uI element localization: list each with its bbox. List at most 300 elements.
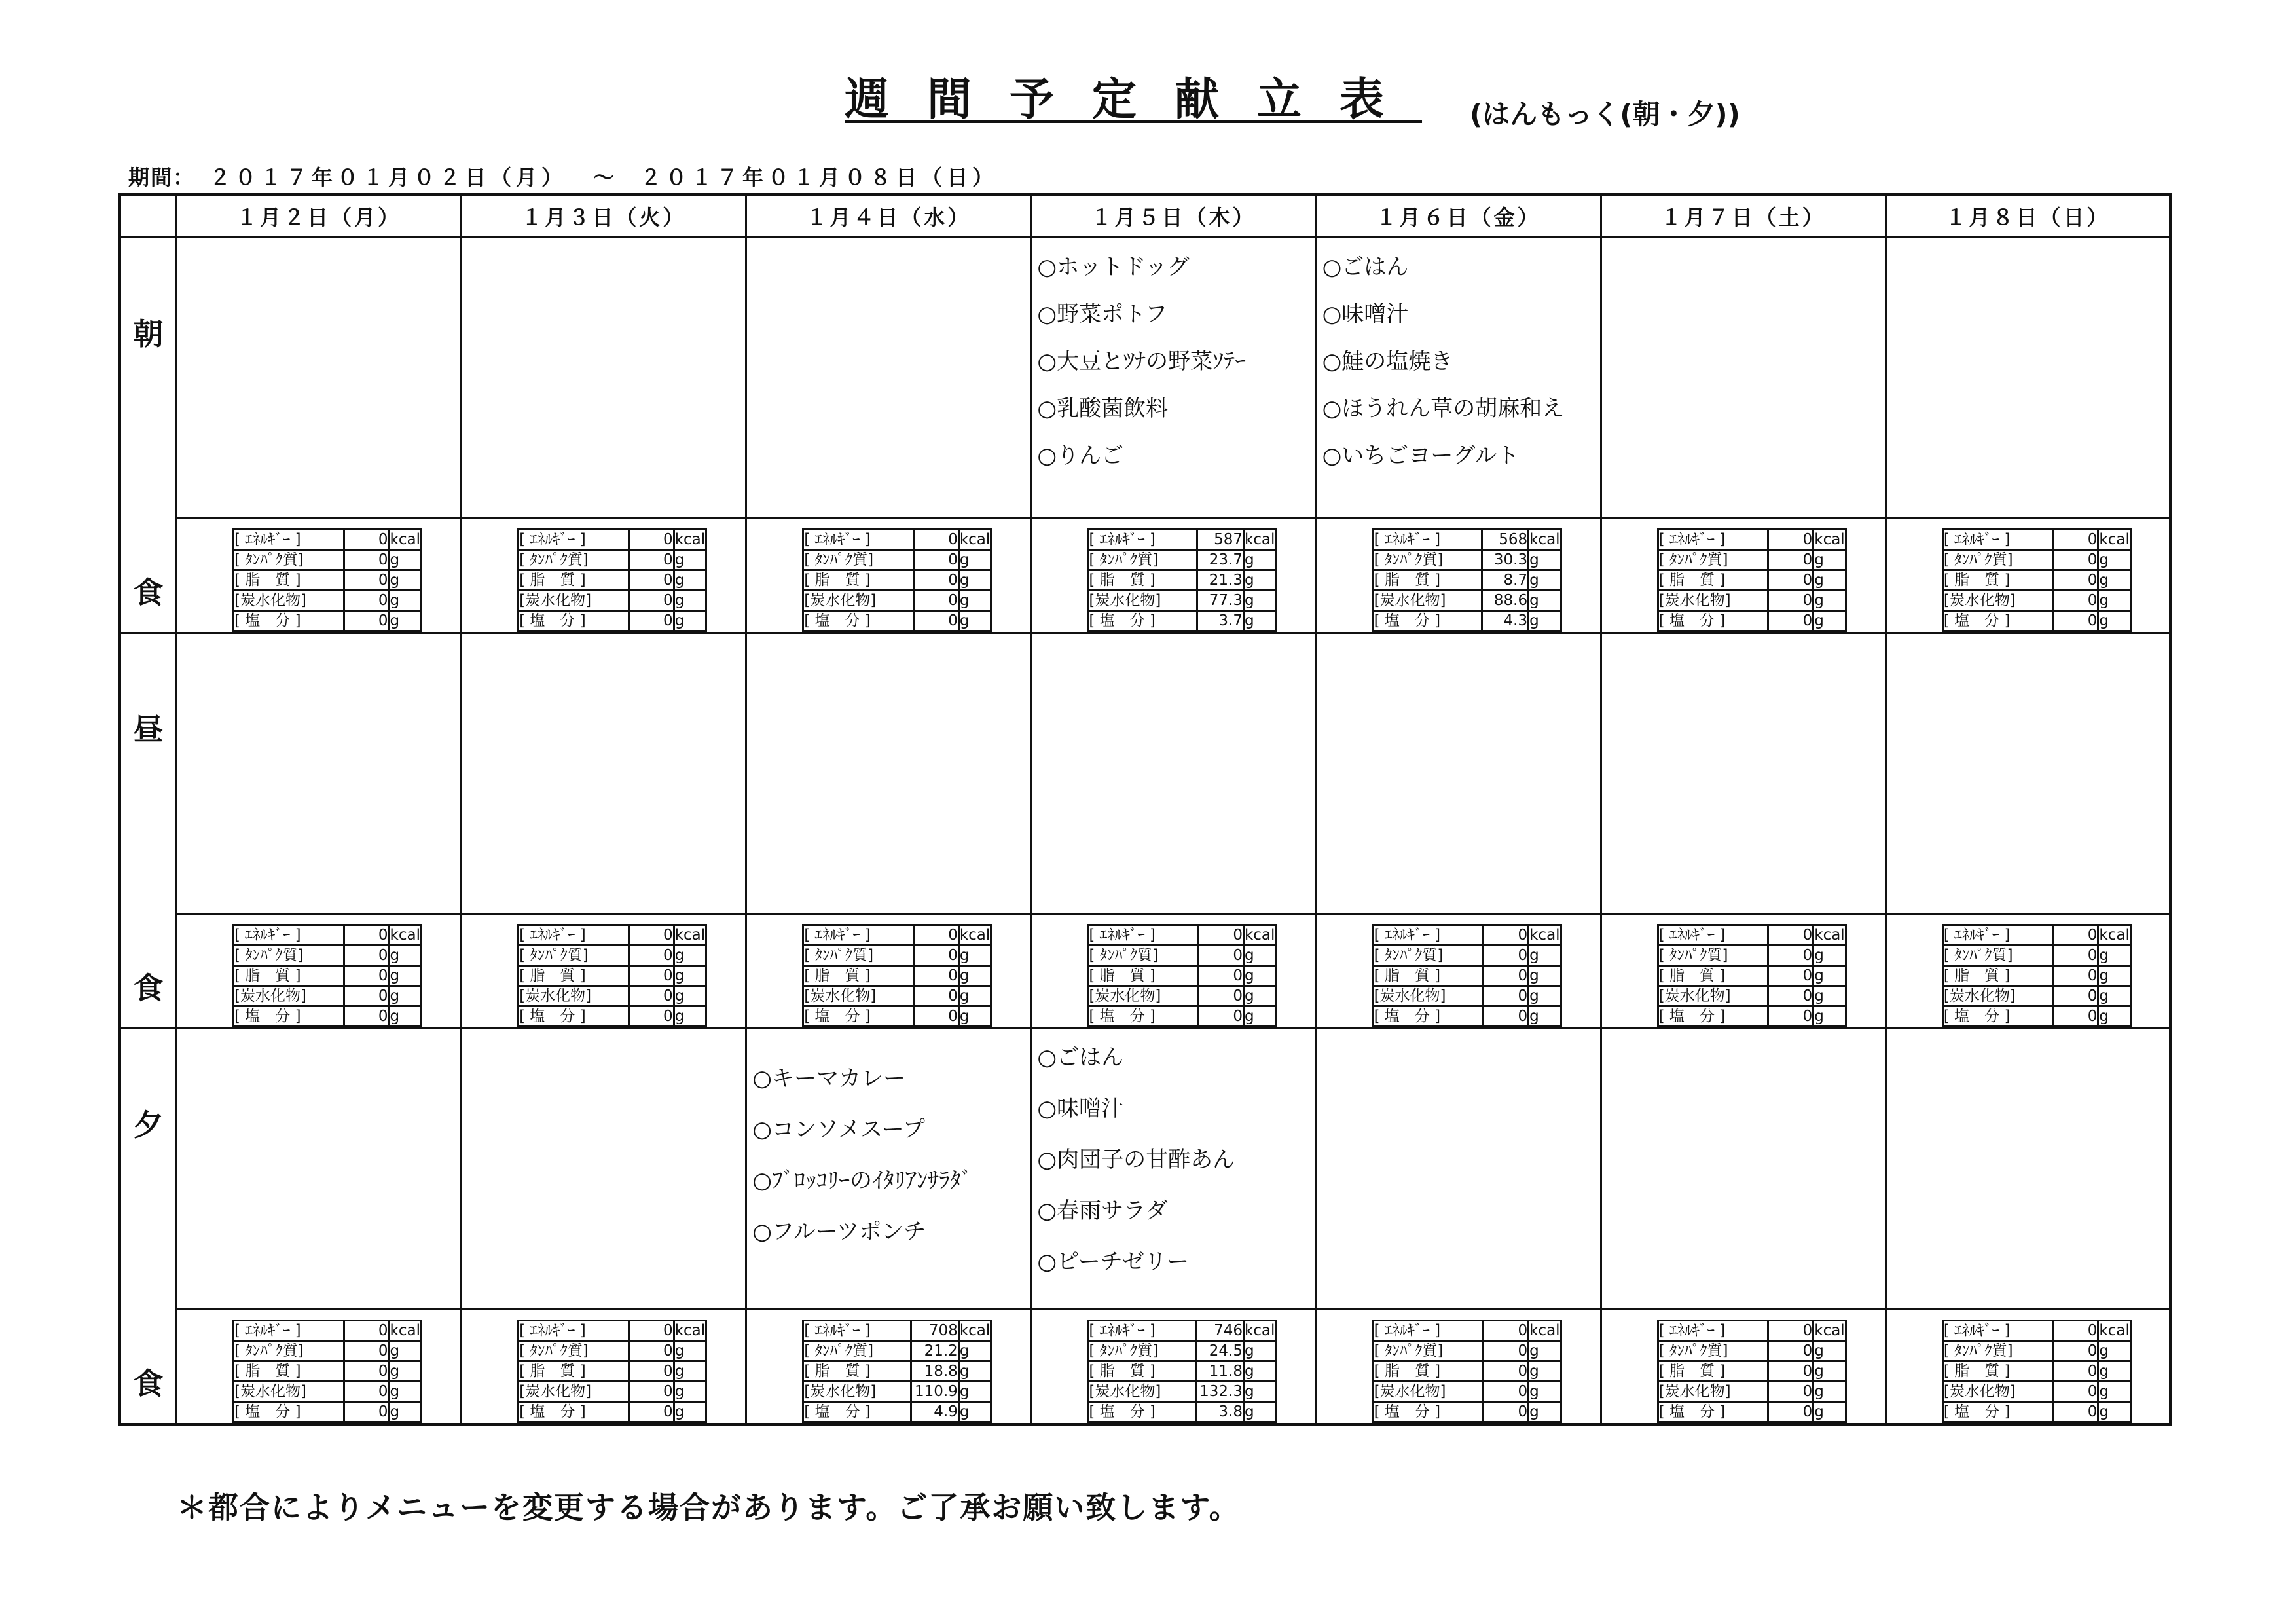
nutrient-label: [ 脂 質 ]: [1088, 570, 1197, 591]
nutrition-row: [234, 611, 422, 631]
menu-item: ○ 肉団子の甘酢あん: [1037, 1134, 1315, 1185]
nutrient-label: [ 塩 分 ]: [1088, 1402, 1196, 1422]
dinner-nutrition-cell: [746, 1310, 1031, 1425]
menu-item: ○ フルーツポンチ: [752, 1206, 1030, 1257]
nutrient-value: 0: [344, 591, 389, 611]
nutrition-table: [517, 528, 707, 632]
nutrition-row: [803, 946, 991, 966]
nutrition-row: [1942, 1361, 2130, 1382]
menu-item: ○ ピーチゼリー: [1037, 1236, 1315, 1287]
nutrient-label: [炭水化物]: [803, 986, 914, 1006]
nutrient-value: 0: [1484, 1006, 1529, 1027]
nutrient-label: [ ﾀﾝﾊﾟｸ質]: [1942, 1341, 2053, 1361]
nutrient-value: 30.3: [1482, 550, 1529, 570]
nutrition-row: [519, 1006, 706, 1027]
nutrient-label: [ ﾀﾝﾊﾟｸ質]: [234, 550, 344, 570]
nutrient-label: [ ｴﾈﾙｷﾞｰ ]: [519, 925, 629, 946]
nutrition-row: [1658, 591, 1846, 611]
nutrient-value: 0: [1199, 1006, 1244, 1027]
nutrient-unit: g: [1813, 986, 1846, 1006]
breakfast-menu-cell: [1316, 238, 1601, 519]
nutrient-value: 0: [913, 550, 958, 570]
nutrition-row: [1088, 591, 1276, 611]
nutrient-label: [ ﾀﾝﾊﾟｸ質]: [803, 550, 914, 570]
menu-item: ○ コンソメスープ: [752, 1104, 1030, 1155]
nutrient-label: [ 塩 分 ]: [1658, 611, 1768, 631]
nutrient-label: [ ｴﾈﾙｷﾞｰ ]: [803, 530, 914, 550]
nutrition-row: [234, 925, 422, 946]
nutrient-unit: g: [958, 1361, 991, 1382]
nutrient-unit: g: [1243, 966, 1275, 986]
breakfast-nutrition-cell: [1316, 519, 1601, 633]
nutrient-unit: g: [674, 1361, 706, 1382]
nutrient-label: [ 脂 質 ]: [234, 570, 344, 591]
nutrition-row: [234, 1341, 422, 1361]
nutrition-row: [234, 966, 422, 986]
lunch-label: [120, 633, 177, 1029]
nutrient-unit: g: [2098, 966, 2130, 986]
nutrition-row: [519, 1402, 706, 1422]
nutrient-value: 0: [629, 530, 674, 550]
day-header: １月２日（月）: [177, 194, 462, 238]
nutrition-row: [519, 1361, 706, 1382]
nutrient-label: [ ﾀﾝﾊﾟｸ質]: [1088, 550, 1197, 570]
breakfast-nutrition-row: [120, 519, 2171, 633]
nutrient-unit: g: [958, 946, 991, 966]
nutrient-unit: g: [1243, 591, 1275, 611]
nutrient-value: 0: [1484, 986, 1529, 1006]
nutrient-unit: g: [2098, 591, 2130, 611]
menu-item-list: [1602, 238, 1885, 244]
nutrient-unit: kcal: [389, 1321, 421, 1341]
nutrient-label: [炭水化物]: [1373, 986, 1484, 1006]
nutrition-row: [1373, 946, 1561, 966]
nutrient-unit: g: [2098, 570, 2130, 591]
nutrition-table: [1657, 924, 1847, 1027]
menu-item-list: [177, 1029, 460, 1053]
nutrient-unit: kcal: [389, 925, 421, 946]
nutrient-value: 0: [1484, 1341, 1529, 1361]
nutrition-table: [1657, 1320, 1847, 1423]
nutrient-unit: g: [1243, 1006, 1275, 1027]
menu-item-list: [462, 1029, 745, 1053]
dinner-nutrition-cell: [177, 1310, 462, 1425]
nutrition-row: [1658, 925, 1846, 946]
nutrient-label: [ 塩 分 ]: [1942, 611, 2053, 631]
dinner-nutrition-row: [120, 1310, 2171, 1425]
nutrient-label: [炭水化物]: [1942, 1382, 2053, 1402]
day-header: １月４日（水）: [746, 194, 1031, 238]
nutrient-unit: g: [389, 1382, 421, 1402]
page-subtitle: (はんもっく(朝・夕)): [1470, 98, 1740, 130]
lunch-nutrition-cell: [1031, 914, 1316, 1029]
nutrition-row: [1942, 591, 2130, 611]
breakfast-nutrition-cell: [1601, 519, 1886, 633]
nutrition-row: [1942, 1321, 2130, 1341]
nutrient-unit: kcal: [1529, 530, 1561, 550]
nutrient-unit: g: [1529, 966, 1561, 986]
lunch-nutrition-cell: [1316, 914, 1601, 1029]
nutrition-row: [519, 591, 706, 611]
nutrient-value: 0: [629, 946, 674, 966]
nutrient-label: [ 塩 分 ]: [234, 611, 344, 631]
nutrient-label: [ ｴﾈﾙｷﾞｰ ]: [1942, 1321, 2053, 1341]
nutrition-row: [1658, 530, 1846, 550]
nutrition-row: [1658, 1321, 1846, 1341]
nutrient-value: 0: [629, 1341, 674, 1361]
nutrition-row: [803, 550, 991, 570]
nutrient-value: 746: [1196, 1321, 1243, 1341]
nutrient-label: [ ﾀﾝﾊﾟｸ質]: [1658, 1341, 1768, 1361]
nutrient-label: [ ｴﾈﾙｷﾞｰ ]: [1942, 925, 2053, 946]
nutrient-unit: g: [1243, 1341, 1275, 1361]
nutrition-row: [1942, 1341, 2130, 1361]
nutrition-row: [234, 1006, 422, 1027]
nutrient-unit: kcal: [1813, 925, 1846, 946]
nutrition-row: [1088, 570, 1276, 591]
nutrient-label: [ 脂 質 ]: [234, 1361, 344, 1382]
dinner-menu-cell: [462, 1029, 746, 1310]
nutrient-value: 3.7: [1197, 611, 1243, 631]
nutrient-label: [炭水化物]: [1658, 986, 1768, 1006]
menu-item-list: [1317, 634, 1600, 639]
day-header-row: [120, 194, 2171, 238]
nutrient-value: 0: [629, 986, 674, 1006]
nutrient-unit: g: [1243, 570, 1275, 591]
nutrient-label: [ 塩 分 ]: [803, 1402, 911, 1422]
menu-item-list: [1887, 238, 2169, 244]
nutrient-value: 0: [1484, 1321, 1529, 1341]
nutrient-label: [ 脂 質 ]: [1942, 570, 2053, 591]
nutrient-value: 0: [2053, 1006, 2098, 1027]
nutrient-value: 0: [629, 925, 674, 946]
dinner-menu-cell: [177, 1029, 462, 1310]
breakfast-nutrition-cell: [1886, 519, 2170, 633]
nutrient-value: 0: [629, 966, 674, 986]
nutrition-row: [1942, 570, 2130, 591]
nutrition-row: [1658, 1361, 1846, 1382]
nutrition-row: [1088, 611, 1276, 631]
day-header: １月５日（木）: [1031, 194, 1316, 238]
nutrient-label: [ ﾀﾝﾊﾟｸ質]: [1373, 550, 1482, 570]
menu-item-list: [1887, 634, 2169, 639]
nutrient-unit: kcal: [1529, 925, 1561, 946]
lunch-menu-cell: [1316, 633, 1601, 914]
lunch-menu-cell: [1601, 633, 1886, 914]
nutrient-label: [ 塩 分 ]: [1658, 1402, 1768, 1422]
nutrient-unit: g: [958, 1006, 991, 1027]
lunch-menu-cell: [462, 633, 746, 914]
nutrient-value: 0: [344, 550, 389, 570]
nutrition-row: [1373, 1361, 1561, 1382]
nutrient-label: [ 脂 質 ]: [1373, 1361, 1484, 1382]
nutrient-label: [炭水化物]: [1942, 986, 2053, 1006]
nutrient-label: [ ﾀﾝﾊﾟｸ質]: [1658, 550, 1768, 570]
nutrient-value: 0: [913, 946, 958, 966]
menu-item-list: [1032, 238, 1315, 479]
nutrient-value: 0: [2053, 530, 2098, 550]
nutrient-value: 0: [1768, 550, 1813, 570]
period-start: ２０１７年０１月０２日（月）: [210, 165, 568, 190]
nutrient-unit: g: [958, 570, 991, 591]
nutrient-unit: g: [389, 550, 421, 570]
nutrient-unit: kcal: [1243, 530, 1275, 550]
nutrient-value: 0: [1768, 1402, 1813, 1422]
nutrition-row: [1942, 1006, 2130, 1027]
menu-item: ○ 春雨サラダ: [1037, 1185, 1315, 1236]
dinner-menu-cell: [1601, 1029, 1886, 1310]
nutrient-unit: g: [2098, 1006, 2130, 1027]
nutrient-value: 568: [1482, 530, 1529, 550]
nutrient-label: [ 脂 質 ]: [1942, 966, 2053, 986]
dinner-nutrition-cell: [1316, 1310, 1601, 1425]
dinner-menu-cell: [1316, 1029, 1601, 1310]
nutrition-row: [519, 1382, 706, 1402]
nutrition-row: [1088, 1006, 1276, 1027]
nutrient-label: [ ﾀﾝﾊﾟｸ質]: [1088, 946, 1199, 966]
nutrient-value: 0: [629, 1361, 674, 1382]
nutrient-unit: g: [1243, 1361, 1275, 1382]
nutrient-value: 0: [629, 1006, 674, 1027]
nutrient-label: [ 脂 質 ]: [1088, 966, 1199, 986]
nutrition-row: [519, 1321, 706, 1341]
nutrient-label: [ ｴﾈﾙｷﾞｰ ]: [803, 1321, 911, 1341]
nutrition-row: [1373, 1321, 1561, 1341]
nutrition-row: [519, 925, 706, 946]
nutrient-value: 0: [913, 530, 958, 550]
nutrition-row: [1942, 550, 2130, 570]
nutrient-unit: g: [674, 591, 706, 611]
dinner-nutrition-cell: [1031, 1310, 1316, 1425]
nutrient-unit: g: [1813, 1402, 1846, 1422]
nutrient-unit: g: [1813, 611, 1846, 631]
nutrient-unit: g: [958, 550, 991, 570]
menu-item: ○ ごはん: [1037, 1032, 1315, 1083]
nutrition-table: [802, 924, 992, 1027]
dinner-items-row: [120, 1029, 2171, 1310]
nutrition-row: [1373, 611, 1561, 631]
nutrient-unit: g: [2098, 611, 2130, 631]
nutrient-unit: g: [2098, 1382, 2130, 1402]
lunch-nutrition-row: [120, 914, 2171, 1029]
menu-item: ○ ほうれん草の胡麻和え: [1322, 385, 1600, 432]
nutrient-label: [ 塩 分 ]: [1373, 611, 1482, 631]
footer-note: ＊都合によりメニューを変更する場合があります。ご了承お願い致します。: [177, 1490, 1241, 1525]
meal-label-char: 昼: [133, 712, 164, 747]
lunch-items-row: [120, 633, 2171, 914]
nutrient-unit: g: [1243, 946, 1275, 966]
nutrient-label: [ 塩 分 ]: [1373, 1006, 1484, 1027]
nutrition-row: [803, 1341, 991, 1361]
menu-item: ○ ﾌﾞﾛｯｺﾘｰのｲﾀﾘｱﾝｻﾗﾀﾞ: [752, 1155, 1030, 1206]
nutrient-unit: kcal: [674, 925, 706, 946]
nutrient-value: 0: [344, 1361, 389, 1382]
meal-label-char: 朝: [133, 316, 164, 352]
nutrient-value: 0: [629, 591, 674, 611]
menu-item-list: [1602, 634, 1885, 639]
nutrient-value: 0: [629, 1402, 674, 1422]
nutrient-unit: g: [674, 986, 706, 1006]
nutrient-value: 0: [344, 611, 389, 631]
nutrient-unit: g: [2098, 550, 2130, 570]
nutrient-value: 0: [1484, 925, 1529, 946]
breakfast-nutrition-cell: [177, 519, 462, 633]
nutrient-unit: g: [1813, 1361, 1846, 1382]
nutrition-row: [1373, 530, 1561, 550]
nutrient-value: 0: [1484, 1402, 1529, 1422]
meal-label-char: 食: [133, 575, 164, 610]
nutrient-unit: g: [674, 946, 706, 966]
nutrition-row: [234, 530, 422, 550]
nutrient-label: [ ﾀﾝﾊﾟｸ質]: [1373, 1341, 1484, 1361]
nutrient-label: [ 塩 分 ]: [234, 1402, 344, 1422]
nutrient-value: 0: [913, 925, 958, 946]
breakfast-menu-cell: [177, 238, 462, 519]
nutrient-unit: g: [674, 1006, 706, 1027]
period-separator: ～: [593, 165, 615, 190]
nutrient-label: [ ｴﾈﾙｷﾞｰ ]: [1373, 530, 1482, 550]
nutrient-value: 0: [1768, 530, 1813, 550]
nutrient-label: [ 脂 質 ]: [1658, 570, 1768, 591]
menu-item-list: [462, 238, 745, 244]
nutrient-unit: kcal: [389, 530, 421, 550]
nutrient-value: 0: [344, 925, 389, 946]
breakfast-nutrition-cell: [746, 519, 1031, 633]
nutrition-row: [1373, 1382, 1561, 1402]
nutrition-row: [1658, 986, 1846, 1006]
nutrient-label: [ ｴﾈﾙｷﾞｰ ]: [1373, 1321, 1484, 1341]
nutrition-table: [802, 1320, 992, 1423]
nutrient-unit: g: [1243, 550, 1275, 570]
nutrition-row: [1373, 986, 1561, 1006]
breakfast-menu-cell: [1601, 238, 1886, 519]
nutrition-row: [1088, 530, 1276, 550]
menu-item-list: [177, 238, 460, 244]
nutrient-value: 0: [913, 966, 958, 986]
nutrient-unit: g: [1813, 570, 1846, 591]
nutrient-label: [炭水化物]: [803, 591, 914, 611]
nutrition-row: [803, 1321, 991, 1341]
nutrient-label: [炭水化物]: [1088, 591, 1197, 611]
menu-item-list: [177, 634, 460, 639]
menu-item-list: [462, 634, 745, 639]
nutrition-row: [1088, 925, 1276, 946]
nutrition-row: [519, 1341, 706, 1361]
nutrient-unit: g: [1529, 611, 1561, 631]
nutrient-unit: g: [2098, 946, 2130, 966]
nutrition-row: [803, 1006, 991, 1027]
menu-item: ○ 大豆とﾂﾅの野菜ｿﾃｰ: [1037, 338, 1315, 385]
nutrient-label: [ ﾀﾝﾊﾟｸ質]: [519, 550, 629, 570]
nutrition-row: [1373, 1006, 1561, 1027]
dinner-menu-cell: [1886, 1029, 2170, 1310]
nutrient-unit: kcal: [674, 1321, 706, 1341]
nutrient-unit: g: [1243, 986, 1275, 1006]
nutrition-row: [234, 1321, 422, 1341]
nutrient-label: [ ﾀﾝﾊﾟｸ質]: [803, 946, 914, 966]
nutrient-unit: g: [389, 611, 421, 631]
nutrient-unit: g: [1529, 1402, 1561, 1422]
nutrient-unit: g: [1813, 946, 1846, 966]
nutrient-value: 0: [2053, 1361, 2098, 1382]
menu-item-list: [747, 634, 1030, 639]
nutrition-row: [1373, 1341, 1561, 1361]
lunch-nutrition-cell: [746, 914, 1031, 1029]
nutrient-unit: kcal: [1813, 1321, 1846, 1341]
nutrient-unit: g: [1243, 1382, 1275, 1402]
nutrient-unit: g: [1243, 611, 1275, 631]
nutrition-row: [519, 966, 706, 986]
nutrient-label: [ 脂 質 ]: [1373, 570, 1482, 591]
nutrient-value: 0: [1768, 925, 1813, 946]
nutrient-value: 110.9: [911, 1382, 958, 1402]
nutrition-table: [1372, 1320, 1562, 1423]
nutrient-unit: g: [2098, 1341, 2130, 1361]
nutrition-table: [1942, 528, 2132, 632]
nutrient-label: [ 脂 質 ]: [1658, 1361, 1768, 1382]
meal-label-char: 夕: [133, 1107, 164, 1143]
nutrient-value: 0: [2053, 1402, 2098, 1422]
day-header: １月８日（日）: [1886, 194, 2170, 238]
nutrition-table: [1372, 924, 1562, 1027]
nutrient-value: 0: [344, 966, 389, 986]
menu-item-list: [1032, 634, 1315, 639]
lunch-nutrition-cell: [462, 914, 746, 1029]
nutrient-value: 0: [1768, 591, 1813, 611]
nutrition-table: [1087, 528, 1277, 632]
menu-item: ○ ホットドッグ: [1037, 244, 1315, 291]
nutrient-unit: g: [1243, 1402, 1275, 1422]
lunch-nutrition-cell: [177, 914, 462, 1029]
nutrient-value: 23.7: [1197, 550, 1243, 570]
nutrient-value: 0: [1768, 611, 1813, 631]
nutrition-row: [1658, 611, 1846, 631]
nutrient-value: 0: [2053, 966, 2098, 986]
nutrient-value: 0: [913, 611, 958, 631]
nutrient-unit: kcal: [674, 530, 706, 550]
nutrient-unit: g: [1813, 591, 1846, 611]
nutrient-unit: g: [958, 986, 991, 1006]
menu-item: ○ 乳酸菌飲料: [1037, 385, 1315, 432]
nutrition-row: [234, 986, 422, 1006]
nutrient-value: 0: [629, 550, 674, 570]
nutrient-label: [ 塩 分 ]: [803, 611, 914, 631]
nutrient-value: 0: [344, 530, 389, 550]
nutrient-label: [ 塩 分 ]: [519, 1006, 629, 1027]
nutrition-row: [1942, 946, 2130, 966]
nutrient-unit: g: [1529, 550, 1561, 570]
nutrient-value: 88.6: [1482, 591, 1529, 611]
nutrition-row: [234, 570, 422, 591]
nutrient-label: [ 脂 質 ]: [519, 570, 629, 591]
nutrient-label: [炭水化物]: [234, 1382, 344, 1402]
meal-label-char: 食: [133, 1366, 164, 1401]
nutrient-label: [ ｴﾈﾙｷﾞｰ ]: [803, 925, 914, 946]
dinner-nutrition-cell: [462, 1310, 746, 1425]
nutrient-value: 0: [2053, 591, 2098, 611]
nutrient-label: [炭水化物]: [519, 591, 629, 611]
corner-cell: [120, 194, 177, 238]
nutrient-label: [ 塩 分 ]: [1942, 1402, 2053, 1422]
nutrient-label: [ 脂 質 ]: [519, 966, 629, 986]
breakfast-label: [120, 238, 177, 633]
nutrition-row: [803, 1402, 991, 1422]
nutrient-value: 0: [1484, 1361, 1529, 1382]
nutrient-value: 0: [1768, 1321, 1813, 1341]
nutrition-row: [1088, 1402, 1276, 1422]
nutrient-label: [ ﾀﾝﾊﾟｸ質]: [1942, 550, 2053, 570]
menu-item: ○ 鮭の塩焼き: [1322, 338, 1600, 385]
